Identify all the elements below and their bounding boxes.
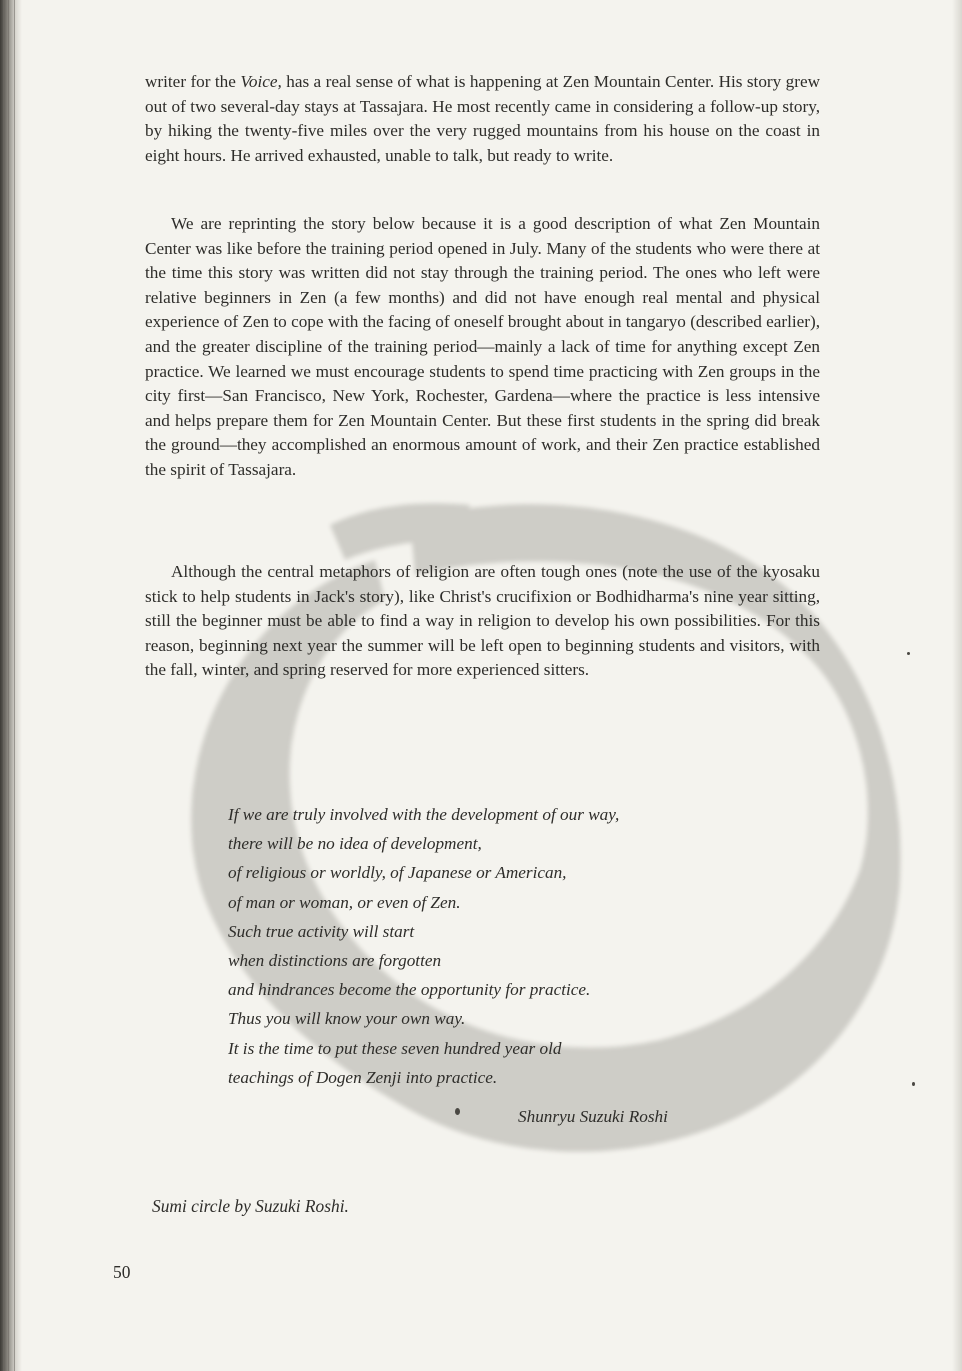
paragraph-intro: [145, 70, 820, 168]
page-number: 50: [113, 1262, 131, 1282]
quote-line: of man or woman, or even of Zen.: [228, 892, 461, 912]
quote-line: and hindrances become the opportunity for practice.: [228, 980, 591, 1000]
ink-speck: [907, 652, 910, 655]
text-run: has a real sense of what is happening at Zen Mountain Center. His story grew out of two several-day stays at Tassajara. He most recently came in considering a follow-up story, by hiking the twenty-five miles over the very rugged mountains from his house on the coast in eight hours. He arrived exhausted, unable to talk, but ready to write.: [145, 72, 821, 165]
ink-speck: [912, 1082, 915, 1086]
paragraph-text: Although the central metaphors of religion are often tough ones (note the use of the kyosaku stick to help students in Jack's story), like Christ's crucifixion or Bodhidharma's nine year sitting, still the beginner must be able to find a way in religion to develop his own possibilities. For this reason, beginning next year the summer will be left open to beginning students and visitors, with the fall, winter, and spring reserved for more experienced sitters.: [145, 562, 820, 680]
quote-line: of religious or worldly, of Japanese or American,: [228, 863, 567, 883]
quote-line: Such true activity will start: [228, 921, 415, 941]
quote-line: It is the time to put these seven hundred year old: [228, 1038, 562, 1058]
figure-caption: Sumi circle by Suzuki Roshi.: [152, 1196, 349, 1216]
quote-line: there will be no idea of development,: [228, 834, 482, 854]
ink-speck: [455, 1108, 460, 1115]
suzuki-quote: [228, 800, 748, 1092]
quote-line: If we are truly involved with the development of our way,: [228, 805, 620, 824]
paragraph-reprint-note: [145, 212, 820, 483]
publication-title: Voice,: [240, 72, 282, 91]
quote-attribution: Shunryu Suzuki Roshi: [518, 1107, 668, 1126]
text-run: writer for the: [145, 72, 241, 91]
quote-line: teachings of Dogen Zenji into practice.: [228, 1067, 498, 1087]
paragraph-text: We are reprinting the story below because it is a good description of what Zen Mountain Center was like before the training period opened in July. Many of the students who were there at the time this story was written did not stay through the training period. The ones who left were relative beginners in Zen (a few months) and did not have enough real mental and physical experience of Zen to cope with the facing of oneself brought about in tangaryo (described earlier), and the greater discipline of the training period—mainly a lack of time for anything except Zen practice. We learned we must encourage students to spend time practicing with Zen groups in the city first—San Francisco, New York, Rochester, Gardena—where the practice is less intensive and helps prepare them for Zen Mountain Center. But these first students in the spring did break the ground—they accomplished an enormous amount of work, and their Zen practice established the spirit of Tassajara.: [145, 214, 820, 479]
quote-line: Thus you will know your own way.: [228, 1009, 466, 1029]
quote-line: when distinctions are forgotten: [228, 951, 442, 971]
paragraph-metaphors: [145, 560, 820, 683]
